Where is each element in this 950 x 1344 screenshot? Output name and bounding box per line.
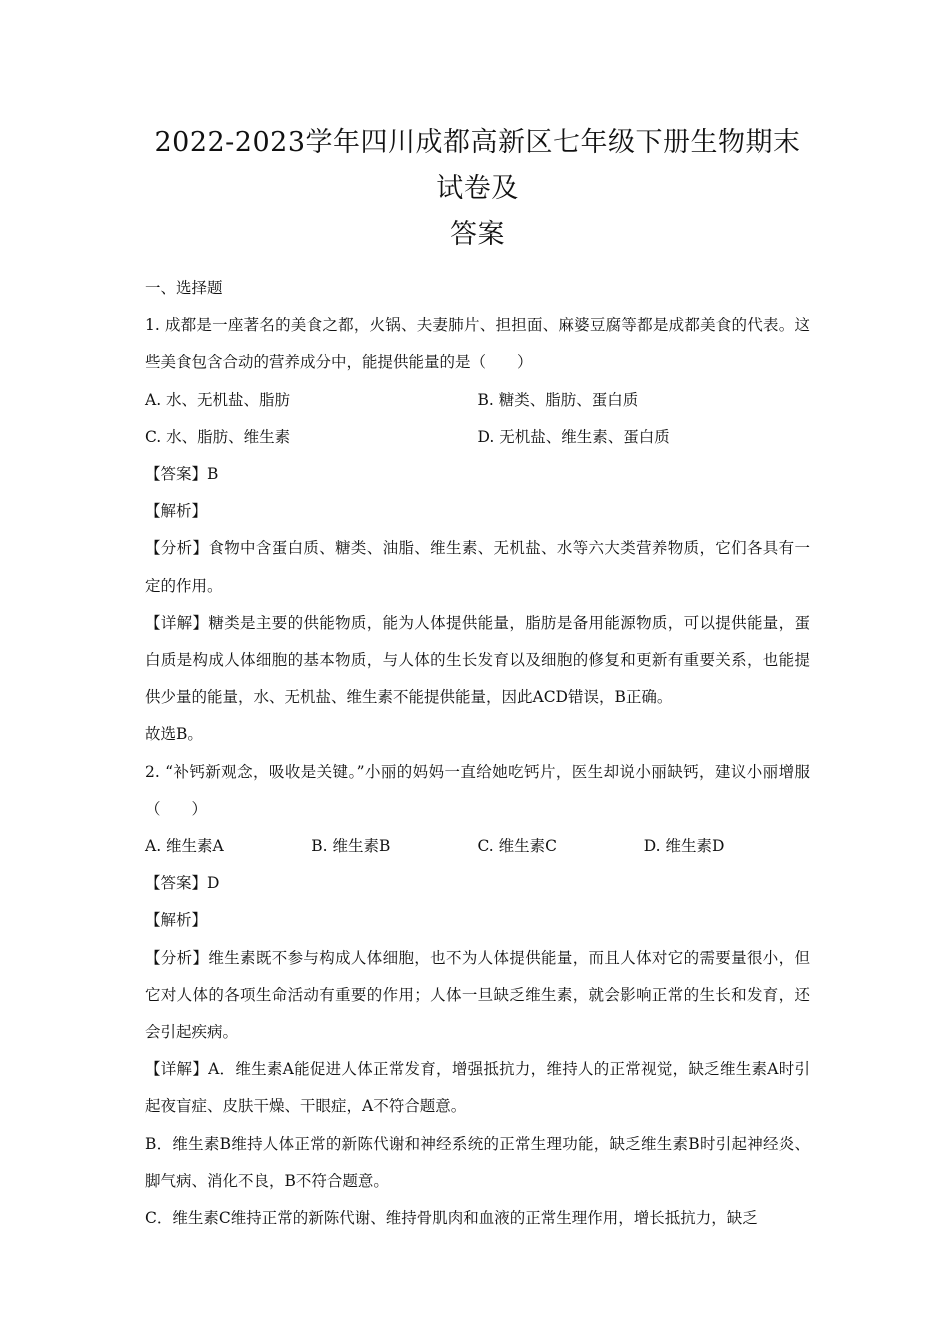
q1-option-d: D. 无机盐、维生素、蛋白质 bbox=[477, 427, 670, 446]
q2-detail-b: B．维生素B维持人体正常的新陈代谢和神经系统的正常生理功能，缺乏维生素B时引起神经炎、脚气病、消化不良，B不符合题意。 bbox=[145, 1134, 810, 1190]
q1-options-row-1 bbox=[145, 382, 810, 419]
q2-detail-c: C．维生素C维持正常的新陈代谢、维持骨肌肉和血液的正常生理作用，增长抵抗力，缺乏 bbox=[145, 1209, 758, 1228]
q1-option-b: B. 糖类、脂肪、蛋白质 bbox=[477, 390, 639, 409]
document-page bbox=[145, 120, 810, 1237]
q2-jiexi: 【解析】 bbox=[145, 911, 208, 930]
q2-analysis: 【分析】维生素既不参与构成人体细胞，也不为人体提供能量，而且人体对它的需要量很小，但它对人体的各项生命活动有重要的作用；人体一旦缺乏维生素，就会影响正常的生长和发育，还会引起疾病。 bbox=[145, 948, 810, 1042]
q2-answer: 【答案】D bbox=[145, 874, 220, 893]
title-line-2: 答案 bbox=[450, 219, 505, 250]
document-title bbox=[145, 120, 810, 258]
q1-jiexi: 【解析】 bbox=[145, 502, 208, 521]
q2-options-row bbox=[145, 828, 810, 865]
q2-option-b: B. 维生素B bbox=[311, 837, 391, 856]
q1-answer: 【答案】B bbox=[145, 465, 219, 484]
section-heading: 一、选择题 bbox=[145, 279, 223, 297]
q1-option-a: A. 水、无机盐、脂肪 bbox=[145, 390, 291, 409]
q1-options-row-2 bbox=[145, 419, 810, 456]
q2-stem: 2. “补钙新观念，吸收是关键。”小丽的妈妈一直给她吃钙片，医生却说小丽缺钙，建议小丽增服（ ） bbox=[145, 762, 810, 818]
q2-option-a: A. 维生素A bbox=[145, 837, 224, 856]
q1-detail: 【详解】糖类是主要的供能物质，能为人体提供能量，脂肪是备用能源物质，可以提供能量，蛋白质是构成人体细胞的基本物质，与人体的生长发育以及细胞的修复和更新有重要关系，也能提供少量的能量，水、无机盐、维生素不能提供能量，因此ACD错误，B正确。 bbox=[145, 613, 810, 707]
q2-detail-a: 【详解】A．维生素A能促进人体正常发育，增强抵抗力，维持人的正常视觉，缺乏维生素A时引起夜盲症、皮肤干燥、干眼症，A不符合题意。 bbox=[145, 1060, 810, 1116]
q2-option-c: C. 维生素C bbox=[477, 837, 558, 856]
q1-analysis: 【分析】食物中含蛋白质、糖类、油脂、维生素、无机盐、水等六大类营养物质，它们各具有一定的作用。 bbox=[145, 539, 810, 595]
q1-choose: 故选B。 bbox=[145, 725, 203, 744]
title-line-1: 2022-2023学年四川成都高新区七年级下册生物期末试卷及 bbox=[154, 127, 801, 204]
q1-option-c: C. 水、脂肪、维生素 bbox=[145, 427, 291, 446]
q1-stem: 1. 成都是一座著名的美食之都，火锅、夫妻肺片、担担面、麻婆豆腐等都是成都美食的代表。这些美食包含合动的营养成分中，能提供能量的是（ ） bbox=[145, 316, 810, 372]
q2-option-d: D. 维生素D bbox=[643, 837, 725, 856]
